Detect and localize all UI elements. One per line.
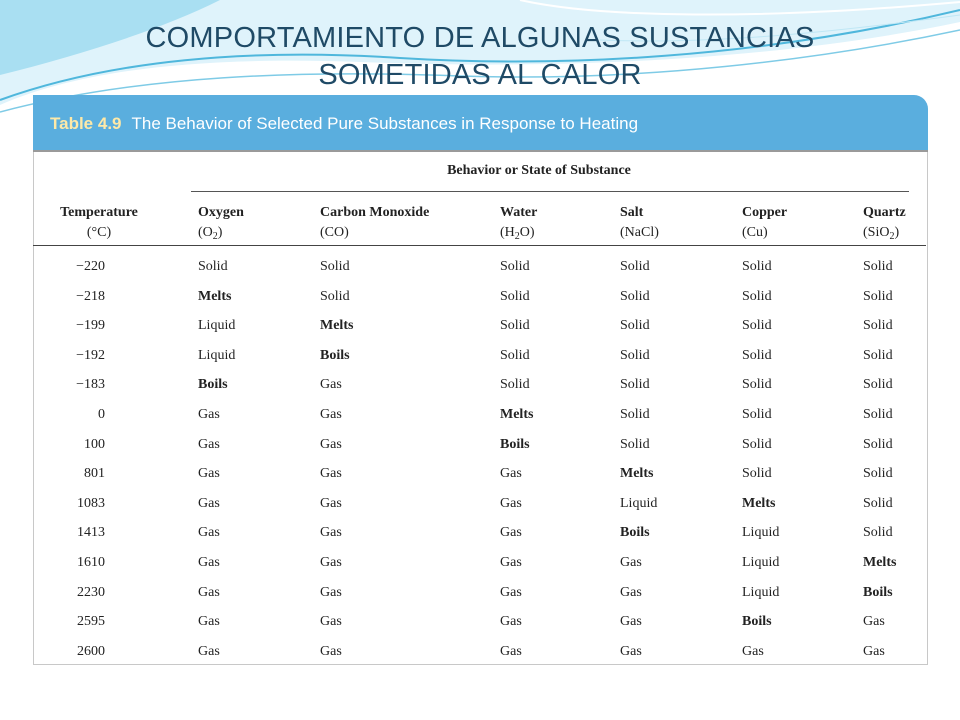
substance-name: Oxygen bbox=[198, 205, 244, 220]
state-cell: Solid bbox=[863, 288, 893, 304]
formula-subscript: 2 bbox=[514, 231, 520, 242]
state-cell: Gas bbox=[198, 584, 220, 600]
state-cell: Solid bbox=[742, 377, 772, 393]
state-cell: Gas bbox=[320, 377, 342, 393]
table-caption-band bbox=[33, 95, 928, 150]
state-cell: Gas bbox=[320, 584, 342, 600]
table-row bbox=[33, 639, 926, 667]
state-cell: Gas bbox=[320, 495, 342, 511]
substance-header bbox=[620, 203, 659, 243]
state-cell: Gas bbox=[500, 614, 522, 630]
table-row bbox=[33, 402, 926, 430]
temperature-cell: 2600 bbox=[77, 643, 105, 659]
state-cell: Gas bbox=[198, 643, 220, 659]
state-cell: Solid bbox=[863, 377, 893, 393]
table-row bbox=[33, 254, 926, 282]
table-row bbox=[33, 461, 926, 489]
state-cell: Gas bbox=[320, 555, 342, 570]
table-row bbox=[33, 580, 926, 608]
state-cell: Boils bbox=[500, 436, 530, 452]
state-cell: Boils bbox=[863, 584, 893, 600]
formula-text: ) bbox=[894, 225, 900, 240]
temperature-header bbox=[49, 203, 149, 243]
formula-text: (O bbox=[198, 225, 213, 240]
table-caption bbox=[50, 114, 638, 134]
formula-subscript: 2 bbox=[212, 231, 218, 242]
substance-header bbox=[863, 203, 906, 243]
state-cell: Gas bbox=[863, 614, 885, 630]
state-cell: Melts bbox=[863, 555, 897, 570]
table-row bbox=[33, 432, 926, 460]
state-cell: Solid bbox=[863, 436, 893, 452]
state-cell: Solid bbox=[620, 259, 650, 274]
state-cell: Gas bbox=[320, 436, 342, 452]
table-row bbox=[33, 372, 926, 400]
substance-name: Quartz bbox=[863, 205, 906, 220]
state-cell: Solid bbox=[863, 259, 893, 274]
temperature-cell: 1083 bbox=[77, 495, 105, 511]
group-header-rule bbox=[191, 191, 909, 192]
state-cell: Solid bbox=[742, 259, 772, 274]
state-cell: Gas bbox=[198, 407, 220, 422]
state-cell: Solid bbox=[620, 407, 650, 422]
state-cell: Solid bbox=[620, 288, 650, 304]
state-cell: Gas bbox=[198, 525, 220, 541]
temperature-cell: 1413 bbox=[77, 525, 105, 541]
table-row bbox=[33, 284, 926, 312]
state-cell: Gas bbox=[500, 466, 522, 482]
state-cell: Gas bbox=[198, 555, 220, 570]
state-cell: Liquid bbox=[198, 347, 236, 363]
substance-name: Carbon Monoxide bbox=[320, 205, 430, 220]
state-cell: Solid bbox=[620, 347, 650, 363]
substance-name: Copper bbox=[742, 205, 788, 220]
formula-text: O) bbox=[519, 225, 535, 240]
state-cell: Solid bbox=[500, 259, 530, 274]
substance-name: Salt bbox=[620, 205, 644, 220]
state-cell: Solid bbox=[742, 407, 772, 422]
state-cell: Gas bbox=[500, 643, 522, 659]
temperature-cell: 100 bbox=[84, 436, 105, 452]
temperature-cell: 2230 bbox=[77, 584, 105, 600]
state-cell: Solid bbox=[863, 318, 893, 334]
state-cell: Gas bbox=[198, 466, 220, 482]
state-cell: Gas bbox=[742, 643, 764, 659]
state-cell: Gas bbox=[620, 614, 642, 630]
state-cell: Solid bbox=[742, 288, 772, 304]
substance-header bbox=[500, 203, 537, 243]
state-cell: Solid bbox=[863, 495, 893, 511]
temperature-cell: 801 bbox=[84, 466, 105, 482]
state-cell: Gas bbox=[500, 555, 522, 570]
substance-header bbox=[198, 203, 244, 243]
table-row bbox=[33, 520, 926, 548]
state-cell: Gas bbox=[320, 614, 342, 630]
formula-text: (H bbox=[500, 225, 515, 240]
table-row bbox=[33, 343, 926, 371]
state-cell: Solid bbox=[500, 347, 530, 363]
state-cell: Gas bbox=[198, 614, 220, 630]
state-cell: Solid bbox=[742, 436, 772, 452]
temperature-cell: −218 bbox=[76, 288, 105, 304]
substance-formula bbox=[620, 223, 659, 243]
temperature-cell: −199 bbox=[76, 318, 105, 334]
state-cell: Gas bbox=[863, 643, 885, 659]
substance-formula bbox=[742, 223, 787, 243]
state-cell: Gas bbox=[320, 407, 342, 422]
temperature-cell: −183 bbox=[76, 377, 105, 393]
state-cell: Melts bbox=[742, 495, 776, 511]
temperature-cell: 2595 bbox=[77, 614, 105, 630]
table-caption-text: The Behavior of Selected Pure Substances in Response to Heating bbox=[131, 114, 639, 133]
state-cell: Gas bbox=[320, 466, 342, 482]
state-cell: Solid bbox=[742, 466, 772, 482]
formula-text: (Cu) bbox=[742, 225, 768, 240]
state-cell: Melts bbox=[500, 407, 534, 422]
table-row bbox=[33, 550, 926, 578]
state-cell: Solid bbox=[320, 259, 350, 274]
substance-formula bbox=[863, 223, 906, 243]
state-cell: Solid bbox=[863, 407, 893, 422]
state-cell: Gas bbox=[320, 525, 342, 541]
substance-formula bbox=[198, 223, 244, 243]
group-header: Behavior or State of Substance bbox=[447, 163, 631, 178]
state-cell: Solid bbox=[742, 318, 772, 334]
state-cell: Solid bbox=[500, 377, 530, 393]
substance-header bbox=[742, 203, 787, 243]
temperature-cell: 1610 bbox=[77, 555, 105, 570]
state-cell: Gas bbox=[198, 495, 220, 511]
substance-name: Water bbox=[500, 205, 538, 220]
state-cell: Gas bbox=[198, 436, 220, 452]
formula-text: (CO) bbox=[320, 225, 349, 240]
state-cell: Boils bbox=[320, 347, 350, 363]
state-cell: Liquid bbox=[620, 495, 658, 511]
state-cell: Gas bbox=[620, 555, 642, 570]
state-cell: Melts bbox=[320, 318, 354, 334]
substance-formula bbox=[500, 223, 537, 243]
state-cell: Liquid bbox=[742, 584, 780, 600]
table-row bbox=[33, 313, 926, 341]
state-cell: Solid bbox=[863, 525, 893, 541]
state-cell: Melts bbox=[620, 466, 654, 482]
temperature-header-unit: (°C) bbox=[86, 225, 112, 240]
temperature-header-name: Temperature bbox=[60, 205, 138, 220]
state-cell: Liquid bbox=[742, 525, 780, 541]
table-row bbox=[33, 491, 926, 519]
state-cell: Solid bbox=[620, 377, 650, 393]
state-cell: Solid bbox=[620, 436, 650, 452]
temperature-cell: −220 bbox=[76, 259, 105, 274]
state-cell: Liquid bbox=[198, 318, 236, 334]
state-cell: Gas bbox=[500, 584, 522, 600]
header-rule bbox=[33, 245, 926, 246]
state-cell: Solid bbox=[198, 259, 228, 274]
slide-title: COMPORTAMIENTO DE ALGUNAS SUSTANCIAS SOMETIDAS AL CALOR bbox=[145, 22, 815, 91]
substance-formula bbox=[320, 223, 429, 243]
substance-header bbox=[320, 203, 429, 243]
state-cell: Solid bbox=[320, 288, 350, 304]
state-cell: Solid bbox=[620, 318, 650, 334]
state-cell: Solid bbox=[742, 347, 772, 363]
table-number: Table 4.9 bbox=[50, 114, 122, 133]
state-cell: Solid bbox=[500, 288, 530, 304]
formula-text: (SiO bbox=[863, 225, 890, 240]
state-cell: Gas bbox=[620, 643, 642, 659]
state-cell: Gas bbox=[500, 525, 522, 541]
state-cell: Solid bbox=[500, 318, 530, 334]
state-cell: Liquid bbox=[742, 555, 780, 570]
temperature-cell: 0 bbox=[98, 407, 105, 422]
state-cell: Solid bbox=[863, 466, 893, 482]
state-cell: Gas bbox=[500, 495, 522, 511]
state-cell: Boils bbox=[198, 377, 228, 393]
state-cell: Boils bbox=[620, 525, 650, 541]
table-row bbox=[33, 609, 926, 637]
state-cell: Gas bbox=[320, 643, 342, 659]
state-cell: Melts bbox=[198, 288, 232, 304]
state-cell: Gas bbox=[620, 584, 642, 600]
table-figure bbox=[33, 95, 928, 665]
formula-subscript: 2 bbox=[889, 231, 895, 242]
state-cell: Solid bbox=[863, 347, 893, 363]
formula-text: ) bbox=[217, 225, 223, 240]
state-cell: Boils bbox=[742, 614, 772, 630]
temperature-cell: −192 bbox=[76, 347, 105, 363]
formula-text: (NaCl) bbox=[620, 225, 659, 240]
